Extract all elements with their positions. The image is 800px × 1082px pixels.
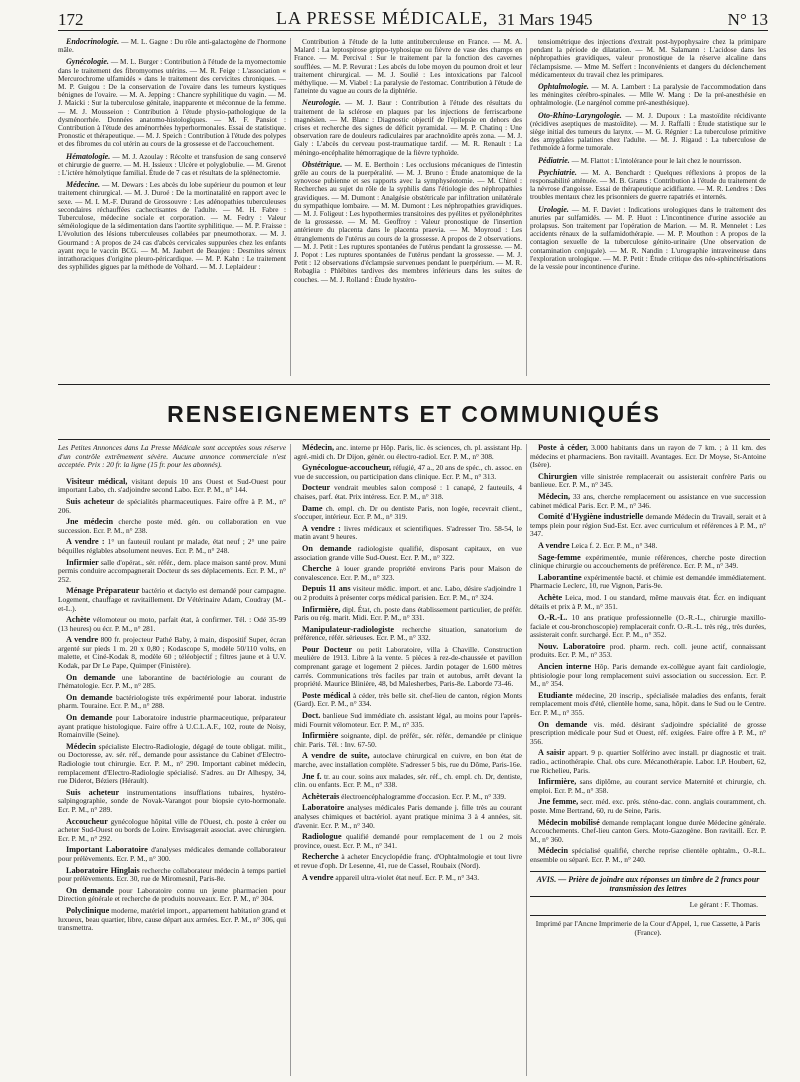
column-divider: [526, 38, 527, 376]
ad-text: Leica, mod. I ou standard, même mauvais état. Écr. en indiquant détails et prix à P. M., n° 351.: [530, 592, 766, 611]
page-header: [58, 4, 768, 31]
ad-text: Hôp. Paris demande ex-collègue ayant fait cardiologie, phtisiologie pour long remplacement suivi association ou succession. Ecr. P. M., n° 354.: [530, 662, 766, 689]
ad-lead: Médecin,: [538, 491, 571, 501]
ad-text: secr. méd. exc. prés. sténo-dac. conn. anglais couramment, ch. poste. Mme Bertrand, 60, ru de Seine, Paris.: [530, 797, 766, 815]
classified-ad: [294, 484, 522, 501]
ad-text: électroencéphalogramme d'occasion. Ecr. P. M., n° 339.: [341, 791, 506, 801]
classified-ad: [58, 846, 286, 863]
ad-text: ch. empl. ch. Dr ou dentiste Paris, non logée, recevrait client., s'occuper, intérieur. Ecr. P. M., n° 319.: [294, 503, 522, 522]
thesis-text: tensiométrique des injections d'extrait post-hypophysaire chez la primipare pendant la période de dilatation. — M. M. Salamann : L'acidose dans les néphropathies gravidiques, valeur pronostique de la réserve alcaline dans l'éclampsisme. — Mme M. Seffert : Inconvénients et dangers du déclenchement médicamenteux du travail chez les primipares.: [530, 38, 766, 79]
thesis-text: — M. E. Berthoin : Les occlusions mécaniques de l'intestin grêle au cours de la puerpéralité. — M. J. Bruno : Étude anatomique de la synovose pubienne et ses rapports avec la symphyséotomie. — M. Chirol : Recherches au sujet du rôle de la syphilis dans l'étiologie des néphropathies gravidiques. — M. Dumont : Analgésie obstétricale par infiltration unilatérale du sympathique lombaire. — M. M. Dumont : Les néphropathies gravidiques. — M. J. Foligeut : Les hypothermies transitoires des pyélites et pyélonéphrites de la grossesse. — M. M. Geoffroy : Valeur pronostique de l'insertion antérieure du placenta dans le placenta praevia. — M. Moyroud : Les étranglements de l'utérus au cours de la grossesse. A propos de 2 observations. — M. J. Petit : Les ruptures spontanées de l'utérus pendant la grossesse. — M. J. Popot : Les ruptures spontanées de l'utérus pendant la grossesse. — M. J. Petit : 12 observations d'éclampsie survenues pendant le puerpérium. — M. R. Robaglia : Phlébites tardives des membres inférieurs dans les suites de couches. — M. J. Rolland : Étude hystéro-: [294, 160, 522, 284]
ad-lead: A vendre: [302, 872, 334, 882]
ad-lead: Achèterais: [302, 791, 340, 801]
classified-ad: [530, 574, 766, 591]
ad-text: 3.000 habitants dans un rayon de 7 km. ; à 11 km. des médecins et pharmaciens. Bon ravitaill. Avantages. Ecr. Dr Moyse, St-Antoine (Isère).: [530, 444, 766, 470]
classified-ad: [530, 749, 766, 775]
ad-text: expérimentée, munie références, cherche poste direction clinique chirurgie ou accouchements de préférence. Ecr. P. M., n° 349.: [530, 552, 766, 571]
ad-text: tr. au cour. soins aux malades, sér. réf., ch. empl. ch. Dr, dentiste, clin. ou enfants. Ecr. P. M., n° 338.: [294, 771, 522, 790]
ad-text: vis. méd. désirant s'adjoindre spécialité de grosse prescription médicale pour Sud et Ouest, réf. exigées. Faire offre à P. M., n° 356.: [530, 719, 766, 746]
thesis-entry: [58, 181, 286, 271]
specialty-heading: Psychiatrie.: [538, 167, 577, 177]
classified-ad: [294, 732, 522, 749]
classified-ad: [530, 819, 766, 845]
classified-ad: [530, 692, 766, 718]
classified-ad: [530, 444, 766, 470]
ad-text: visiteur médic. import. et anc. Labo, désire s'adjoindre 1 ou 2 produits à présenter corps médical parisien. Ecr. P. M., n° 324.: [294, 584, 522, 602]
column-divider: [290, 444, 291, 1076]
ad-lead: Accoucheur: [66, 816, 108, 826]
classified-ad: [294, 712, 522, 729]
classified-ad: [530, 542, 766, 551]
ad-text: 33 ans, cherche remplacement ou assistance en vue succession cabinet médical Paris. Ecr. P. M., n° 346.: [530, 491, 766, 510]
ad-lead: A vendre :: [302, 523, 341, 533]
ad-text: autoclave chirurgical en cuivre, en bon état de marche, avec installation complète. S'adresser 5 bis, rue du Dôme, Paris-16e.: [294, 751, 522, 769]
imprint-line: Imprimé par l'Ancne Imprimerie de la Cour d'Appel, 1, rue Cassette, à Paris (France).: [530, 915, 766, 937]
page-number: 172: [58, 10, 84, 29]
theses-section: [58, 38, 770, 376]
ad-text: 800 fr. projecteur Pathé Baby, à main, dispositif Super, écran argenté sur pieds 1 m. 20 x 0,80 ; Kodascope S, modèle 50/110 volts, en malette, et Ciné-Kodak 8, modèle 60 ; téléobjectif ; filtres jaune et à U.V. Kodak, par Dr Le Pape, Quimper (Finistère).: [58, 635, 286, 671]
ad-text: 1° un fauteuil roulant pr malade, état neuf ; 2° une paire béquilles réglables absolument neuves. Ecr. P. M., n° 248.: [58, 537, 286, 555]
ad-lead: Infirmière,: [302, 604, 341, 614]
classified-ad: [294, 606, 522, 623]
ad-lead: Depuis 11 ans: [302, 584, 351, 594]
classified-ad: [294, 444, 522, 461]
classified-ad: [294, 804, 522, 830]
ad-lead: Sage-femme: [538, 552, 581, 562]
ad-lead: Jne médecin: [66, 517, 113, 527]
ad-text: gynécologue hôpital ville de l'Ouest, ch. poste à créer ou acheter Sud-Ouest ou bords de Loire. Envisagerait associat. avec chirurgien. Ecr. P. M., n° 292.: [58, 816, 286, 843]
classified-ad: [58, 518, 286, 535]
thesis-text: — M. Flattot : L'intolérance pour le lait chez le nourrisson.: [571, 156, 742, 165]
thesis-entry: [530, 38, 766, 79]
classified-ad: [58, 674, 286, 691]
ad-lead: Suis acheteur: [66, 787, 120, 797]
ad-lead: Infirmière: [302, 731, 339, 741]
thesis-entry: [294, 99, 522, 156]
thesis-entry: [530, 157, 766, 165]
classified-ad: [530, 721, 766, 747]
classified-ad: [58, 478, 286, 495]
ad-text: à louer grande propriété environs Paris pour Maison de convalescence. Ecr. P. M., n° 323.: [294, 564, 522, 582]
ad-lead: Médecin,: [302, 444, 335, 452]
ad-lead: Achète: [538, 592, 563, 602]
ad-text: livres médicaux et scientifiques. S'adresser Tro. 58-54, le matin avant 9 heures.: [294, 523, 522, 542]
ad-lead: Comité d'Hygiène industrielle: [538, 512, 644, 522]
ad-text: bactériologiste très expérimenté pour laborat. industrie pharm. Touraine. Ecr. P. M., n° 288.: [58, 692, 286, 711]
ad-text: qualifié demandé pour remplacement de 1 ou 2 mois province, ouest. Ecr. P. M., n° 341.: [294, 832, 522, 850]
ad-lead: Important Laboratoire: [66, 845, 148, 855]
classified-ad: [530, 513, 766, 539]
issue-number: N° 13: [727, 10, 768, 29]
classified-ad: [294, 752, 522, 769]
thesis-text: — M. L. Gagne : Du rôle anti-galactogène de l'hormone mâle.: [58, 38, 286, 55]
thesis-text: — M. F. Daviet : Indications urologiques dans le traitement des anuries par sulfamidés. — M. P. Huot : L'incontinence d'urine associée au prolapsus. Son traitement par l'opération de Marion. — M. R. Mennelet : Les accidents rénaux de la sulfamidothérapie. — M. P. Mouthon : A propos de la contagion sexuelle de la tuberculose génito-urinaire (Une observation de contamination conjugale). — M. R. Nandin : L'urographie intraveineuse dans l'exploration urologique. — M. P. Petit : Étude critique des néo-sphinctérisations de la vessie pour incontinence d'urine.: [530, 205, 766, 272]
classified-ad: [58, 498, 286, 515]
classified-ad: [294, 833, 522, 850]
section-title: RENSEIGNEMENTS ET COMMUNIQUÉS: [167, 401, 661, 427]
ad-text: vendrait meubles salon composé : 1 canapé, 2 fauteuils, 4 chaises, parf. état. Prix intéress. Ecr. P. M., n° 318.: [294, 483, 522, 501]
classified-ad: [530, 554, 766, 571]
ad-text: moderne, matériel import., appartement habitation grand et luxueux, beau quartier, libre, cause départ aux armées. Ecr. P. M., n° 306, qui transmettra.: [58, 905, 286, 933]
thesis-text: — M. A. Lambert : La paralysie de l'accommodation dans les méningites cérébro-spinales. — Mlle W. Mang : De la pré-anesthésie en ophtalmologie. (Le nargénol comme pré-anesthésique).: [530, 83, 766, 108]
classified-ad: [294, 545, 522, 562]
classified-ad: [58, 559, 286, 585]
ad-lead: Médecin mobilisé: [538, 817, 600, 827]
thesis-entry: [294, 38, 522, 95]
ad-lead: Recherche: [302, 852, 339, 862]
classified-ad: [530, 798, 766, 815]
thesis-text: — M. A. Benchardt : Quelques réflexions à propos de la responsabilité atténuée. — M. B. Grams : Contribution à l'étude du traitement de la névrose d'angoisse. Essai de thérapeutique acidifiante. — M. R. Lendres : Des troubles mentaux chez les prisonniers de guerre rapatriés et internés.: [530, 168, 766, 202]
classified-ad: [294, 874, 522, 883]
ad-text: salle d'opérat., sér. référ., dem. place maison santé prov. Muni permis conduire accompagnerait Docteur ds ses déplacements. Ecr. P. M., n° 252.: [58, 557, 286, 584]
classified-ad: [530, 847, 766, 864]
ad-lead: On demande: [302, 543, 352, 553]
classified-ad: [58, 867, 286, 884]
classified-ad: [294, 853, 522, 870]
gerant-line: Le gérant : F. Thomas.: [689, 899, 758, 909]
ad-text: banlieue Sud immédiate ch. assistant légal, au moins pour l'après-midi Fournit vélomoteur. Ecr. P. M., n° 335.: [294, 711, 522, 729]
ad-lead: Infirmière,: [538, 777, 577, 787]
ad-text: bactério et dactylo est demandé pour campagne. Logement, chauffage et ravitaillement. Dr Vétérinaire Adam, Coudray (M.-et-L.).: [58, 586, 286, 613]
ad-text: d'analyses médicales demande collaborateur pour prélèvements. Ecr. P. M., n° 300.: [58, 845, 286, 863]
classified-ad: [530, 643, 766, 660]
ad-lead: A vendre de suite,: [302, 751, 370, 761]
specialty-heading: Oto-Rhino-Laryngologie.: [538, 110, 622, 120]
ad-lead: On demande: [66, 713, 113, 723]
ad-text: spécialisé qualifié, cherche reprise clientèle ophtalm., O.-R.L. ensemble ou séparé. Ecr. P. M., n° 240.: [530, 846, 766, 864]
specialty-heading: Médecine.: [66, 180, 100, 190]
classified-ad: [294, 646, 522, 689]
classified-ad: [58, 636, 286, 670]
ad-lead: Manipulateur-radiologiste: [302, 624, 395, 634]
section-banner: [58, 384, 770, 440]
ad-lead: Docteur: [302, 483, 331, 493]
thesis-text: — M. Dewars : Les abcès du lobe supérieur du poumon et leur traitement chirurgical. — M. J. Duroé : De la mortinatalité en rapport avec le sexe. — M. I. M.-F. Durand de Grossouvre : Les adénopathies tuberculeuses secondaires réchauffées cachectisantes de l'adulte. — M. H. Fabre : Tuberculose, médecine sociale et corporation. — M. Fedry : Valeur séméiologique de la sédimentation dans l'aortite syphilitique. — M. P. Fraisse : L'évolution des lésions tuberculeuses collabées par pneumothorax. — M. J. Gourmand : A propos de 24 cas d'abcès cervicales suppurées chez les enfants ayant reçu le vaccin BCG. — M. M. Jaubert de Beaujeu : Desmites séreux intrathoraciques d'origine pleuro-péricardique. — M. P. Kahn : Le traitement des syphilides gigues par la méthode de Volhard. — M. J. Leplaideur :: [58, 181, 286, 272]
classified-ad: [58, 743, 286, 786]
ad-text: recherche situation, sanatorium de préférence, référ. sérieuses. Ecr. P. M., n° 332.: [294, 624, 522, 643]
ad-lead: A vendre :: [66, 537, 105, 547]
ad-lead: On demande: [66, 692, 113, 702]
ad-text: anc. interne pr Hôp. Paris, lic. ès sciences, ch. pl. assistant Hp. agré.-midi ch. Dr Dijon, génér. ou électro-radiol. Ecr. P. M., n° 308.: [294, 444, 522, 461]
ad-text: ville sinistrée remplacerait ou assisterait confrère Paris ou banlieue. Ecr. P. M., n° 345.: [530, 471, 766, 490]
classifieds-column-2: [294, 444, 522, 1076]
ad-lead: O.-R.-L.: [538, 613, 568, 623]
ad-text: demande remplaçant longue durée Médecine générale. Accouchements. Chef-lieu canton Gers. Moto-Gazogène. Bon ravitaill. Ecr. P. M., n° 360.: [530, 817, 766, 844]
avis-notice: AVIS. — Prière de joindre aux réponses un timbre de 2 francs pour transmission des lettres: [530, 871, 766, 897]
classified-ad: [294, 565, 522, 582]
issue-date: 31 Mars 1945: [498, 10, 593, 29]
ad-lead: Dame: [302, 503, 323, 513]
thesis-entry: [530, 83, 766, 108]
ad-text: expérimentée bacté. et chimie est demandée immédiatement. Pharmacie Leclerc, 10, rue Vignon, Paris-9e.: [530, 572, 766, 591]
classified-ad: [58, 616, 286, 633]
classifieds-column-3-list: [530, 444, 766, 865]
thesis-entry: [294, 161, 522, 284]
classified-ad: [58, 694, 286, 711]
thesis-entry: [530, 206, 766, 272]
classified-ad: [294, 585, 522, 602]
ad-text: appart. 9 p. quartier Solférino avec install. pr diagnostic et trait. radio., actinothérapie. Chal. obs cure. Mécanothérapie. Labor. I.P. Houbert, 62, rue Richelieu, Paris.: [530, 748, 766, 775]
ad-lead: A saisir: [538, 748, 566, 758]
ad-lead: A vendre: [66, 635, 99, 645]
thesis-text: — M. J. Dupoux : La mastoïdite récidivante (récidives aseptiques de mastoïdite). — M. J. Raffalli : Étude statistique sur le siège initial des tumeurs du larynx. — M. G. Régnier : La tuberculose primitive des amygdales palatines chez l'adulte. — M. J. Rigaud : La tuberculose de l'ethmoïde à forme tumorale.: [530, 111, 766, 153]
ad-lead: Ménage Préparateur: [66, 586, 140, 596]
classified-ad: [58, 907, 286, 933]
ad-lead: Etudiante: [538, 690, 573, 700]
classified-ad: [58, 789, 286, 815]
ad-text: demande Médecin du Travail, serait et à temps plein pour région Sud-Est. Ecr. avec curriculum et références à P. M., n° 347.: [530, 512, 766, 539]
classifieds-column-1: [58, 444, 286, 1076]
ad-text: visitant depuis 10 ans Ouest et Sud-Ouest pour important Labo, ch. s'adjoindre second Labo. Ecr. P. M., n° 144.: [58, 476, 286, 495]
classified-ad: [530, 778, 766, 795]
classified-ad: [58, 538, 286, 555]
classified-ad: [294, 773, 522, 790]
ad-lead: Poste à céder,: [538, 444, 588, 452]
classified-ad: [294, 626, 522, 643]
ad-text: vélomoteur ou moto, parfait état, à confirmer. Tél. : Odé 35-99 (13 heures) ou écr. P. M., n° 281.: [58, 615, 286, 633]
ad-lead: Jne f.: [302, 771, 322, 781]
classified-ad: [294, 525, 522, 542]
thesis-text: Contribution à l'étude de la lutte antituberculeuse en France. — M. A. Malard : La leptospirose grippo-typhosique ou fièvre de vase des champs en France. — M. Percival : Sur le traitement par la fonction des cavernes soufflées. — M. P. Revurat : Les abcès du lobe moyen du poumon droit et leur traitement chirurgical. — M. J. Soulié : Les intoxications par l'alcool méthylique. — M. Viabel : La paralysie de l'estomac. Contribution à l'étude de l'atteinte du vague au cours de la diphtérie.: [294, 38, 522, 96]
ad-text: recherche collaborateur médecin à temps partiel pour prélèvements. Ecr. 30, rue de Miromesnil, Paris-8e.: [58, 865, 286, 884]
column-divider: [290, 38, 291, 376]
ad-text: instrumentations insufflations tubaires, hystéro-salpingographie, sonde de Novak-Varangot pour biopsie cyto-hormonale. Ecr. P. M., n° 289.: [58, 787, 286, 814]
ad-lead: On demande: [66, 672, 116, 682]
ad-text: 10 ans pratique professionnelle (O.-R.-L., chirurgie maxillo-faciale et cou-bronchoscopie) remplacerait confr. O.-R.-L. très rég., très durées, assisterait confr. surchargé. Ecr. P. M., n° 352.: [530, 613, 766, 640]
classified-ad: [530, 663, 766, 689]
classified-ad: [530, 594, 766, 611]
journal-title: LA PRESSE MÉDICALE,: [276, 8, 489, 28]
ad-lead: Gynécologue-accoucheur,: [302, 463, 392, 473]
classified-ad: [294, 793, 522, 802]
ad-lead: Ancien interne: [538, 662, 592, 672]
ad-text: dipl. État, ch. poste dans établissement particulier, de préfér. Paris ou rég. marit. Midi. Ecr. P. M., n° 331.: [294, 604, 522, 623]
ad-text: radiologiste qualifié, disposant capitaux, en vue association grande ville Sud-Ouest. Ecr. P. M., n° 322.: [294, 543, 522, 562]
ad-lead: Médecin: [538, 846, 569, 856]
ad-text: appareil ultra-violet état neuf. Ecr. P. M., n° 343.: [335, 872, 480, 882]
ad-lead: Laborantine: [538, 572, 582, 582]
ad-text: de spécialités pharmaceutiques. Faire offre à P. M., n° 206.: [58, 496, 286, 515]
ad-lead: Radiologue: [302, 832, 342, 842]
theses-column-2: [294, 38, 522, 376]
ad-lead: On demande: [538, 719, 588, 729]
thesis-entry: [58, 38, 286, 54]
ad-text: spécialiste Electro-Radiologie, dégagé de toute obligat. milit., ou Doctoresse, av. sér. réf., demande pour assistance du Cabinet d'Electro-Radiologie tout chirurgie. Ecr. P. M., n° 290. Important cabinet médecin, remplacement d'Electro-Radiologie spécialisé. S'adres. au Dr Alhespy, 34, rue Diderot, Béziers (Hérault).: [58, 741, 286, 786]
ad-lead: Médecin: [66, 741, 97, 751]
ad-text: soignante, dipl. de préfér., sér. référ., demandée pr clinique chir. Paris. Tél. : Inv. 67-50.: [294, 731, 522, 749]
ad-text: Leica f. 2. Ecr. P. M., n° 348.: [571, 540, 658, 550]
classified-ad: [294, 464, 522, 481]
ad-lead: A vendre: [538, 540, 570, 550]
ad-lead: Suis acheteur: [66, 496, 115, 506]
classified-ad: [530, 473, 766, 490]
ad-text: sans diplôme, au courant service Maternité et chirurgie, ch. emploi. Ecr. P. M., n° 358.: [530, 777, 766, 795]
ad-lead: Doct.: [302, 711, 321, 721]
ad-text: prod. pharm. rech. coll. jeune actif, connaissant produits. Ecr. P. M., n° 353.: [530, 641, 766, 660]
thesis-text: — M. J. Baur : Contribution à l'étude des résultats du traitement de la sclérose en plaques par les injections de ferriscarbone magnésien. — M. Blanc : Diagnostic objectif de l'épilepsie en dehors des crises et recherche des signes de déficit pyramidal. — M. P. Chatinq : Une observation rare de douleurs radiculaires par arachnoïdite après zona. — M. J. Galy : L'abcès du cerveau post-traumatique tardif. — M. R. Renault : La méningo-encéphalite hémorragique de la fièvre typhoïde.: [294, 99, 522, 157]
thesis-entry: [58, 58, 286, 148]
ad-text: à céder, très belle sit. chef-lieu de canton, région Monts (Gard). Ecr. P. M., n° 334.: [294, 690, 522, 709]
classified-ad: [530, 614, 766, 640]
ad-lead: Visiteur médical,: [66, 476, 128, 486]
specialty-heading: Urologie.: [538, 204, 569, 214]
specialty-heading: Obstétrique.: [302, 159, 343, 169]
classifieds-column-3: [530, 444, 766, 1076]
ad-text: analyses médicales Paris demande j. fille très au courant analyses chimiques et bactériol. ayant pratique minima 3 à 4 années, sit. d'avenir. Ecr. P. M., n° 340.: [294, 803, 522, 830]
thesis-text: — M. J. Azoulay : Récolte et transfusion de sang conservé et chirurgie de guerre. — M. H. Issieux : Ulcère et polyglobulie. — M. Grenot : L'ictère hémolytique familial. Étude de 7 cas et résultats de la splénectomie.: [58, 152, 286, 178]
thesis-text: — M. L. Burger : Contribution à l'étude de la myomectomie dans le traitement des fibromyomes utérins. — M. R. Feige : L'association « Mercurochrome ulfamidés » dans le traitement des cervicites chroniques. — M. P. Guigou : De la conservation de l'ovaire dans les tumeurs kystiques bénignes de l'ovaire. — M. A. Jepping : Chancre syphilitique du vagin. — M. J. Maicki : Sur la tuberculose génitale, inapparente et méconnue de la femme. — M. J. Mousseion : Contribution à l'étude physio-pathologique de la dysménorrhée. Données anatomo-histologiques. — M. F. Pansiot : Contribution à l'étude des aménorrhées hyperhormonales. Essai de statistique. Pronostic et thérapeutique. — M. J. Speich : Contribution à l'étude des polypes et des fibromes du col utérin au cours de la grossesse et de l'accouchement.: [58, 58, 286, 149]
classifieds-section: [58, 444, 770, 1076]
classified-ad: [58, 714, 286, 740]
thesis-entry: [58, 153, 286, 178]
ad-lead: Polyclinique: [66, 905, 110, 915]
specialty-heading: Ophtalmologie.: [538, 82, 589, 92]
ad-text: réfugié, 47 a., 20 ans de spéc., ch. assoc. en vue de succession, ou participation dans clinique. Ecr. P. M., n° 313.: [294, 463, 522, 481]
ad-lead: Poste médical: [302, 690, 351, 700]
ad-lead: Laboratoire: [302, 803, 345, 813]
ad-lead: Jne femme,: [538, 797, 579, 807]
classified-ad: [58, 887, 286, 904]
theses-column-3: [530, 38, 766, 376]
ad-lead: Achète: [66, 615, 91, 625]
specialty-heading: Hématologie.: [66, 151, 111, 161]
theses-column-1: [58, 38, 286, 376]
ad-text: ou petit Laboratoire, villa à Chaville. Construction meulière de 1913. Libre à la vente. 5 pièces à rez-de-chaussée et pavillon comprenant garage et logement 2 pièces. Jardin potager de 1.600 mètres carrés. Communications très faciles par train et autobus, arrêt devant la propriété. Maurice Blinière, 48, bd Malesherbes, Paris-8e. Laborde 73-46.: [294, 644, 522, 689]
ad-lead: Pour Docteur: [302, 644, 353, 654]
classified-ad: [530, 493, 766, 510]
thesis-entry: [530, 112, 766, 153]
classifieds-intro: Les Petites Annonces dans La Presse Médicale sont acceptées sous réserve d'un contrôle extrêmement sévère. Aucune annonce commerciale n'est acceptée. Prix : 20 fr. la ligne (15 fr. pour les abonnés).: [58, 444, 286, 470]
classified-ad: [294, 505, 522, 522]
ad-text: pour Laboratoire industrie pharmaceutique, préparateur ayant pratique histologique. Faire offre à U.C.L.A.F., 102, route de Noisy, Romainville (Seine).: [58, 713, 286, 740]
ad-lead: Laboratoire Hinglais: [66, 865, 140, 875]
ad-text: à acheter Encyclopédie franç. d'Ophtalmologie et tout livre et revue d'oph. Dr Lesenne, 41, rue de Cassel, Roubaix (Nord).: [294, 852, 522, 870]
specialty-heading: Neurologie.: [302, 98, 341, 108]
specialty-heading: Endocrinologie.: [66, 38, 120, 46]
ad-lead: On demande: [66, 885, 114, 895]
specialty-heading: Pédiatrie.: [538, 155, 570, 165]
ad-text: cherche poste méd. gén. ou collaboration en vue succession. Ecr. P. M., n° 238.: [58, 517, 286, 535]
ad-text: médecine, 20 inscrip., spécialisée maladies des enfants, ferait remplacement mois d'été, clientèle home, sana, hôpit. dans le Sud ou le Centre. Ecr. P. M., n° 355.: [530, 690, 766, 718]
classified-ad: [294, 692, 522, 709]
specialty-heading: Gynécologie.: [66, 57, 109, 67]
ad-lead: Chirurgien: [538, 471, 578, 481]
column-divider: [526, 444, 527, 1076]
ad-text: une laborantine de bactériologie au courant de l'hématologie. Ecr. P. M., n° 285.: [58, 672, 286, 691]
thesis-entry: [530, 169, 766, 202]
classified-ad: [58, 587, 286, 613]
ad-lead: Infirmier: [66, 557, 99, 567]
ad-text: pour Laboratoire connu un jeune pharmacien pour Direction générale et recherche de produits nouveaux. Ecr. P. M., n° 304.: [58, 885, 286, 904]
ad-lead: Nouv. Laboratoire: [538, 641, 606, 651]
ad-lead: Cherche: [302, 564, 332, 574]
classified-ad: [58, 818, 286, 844]
